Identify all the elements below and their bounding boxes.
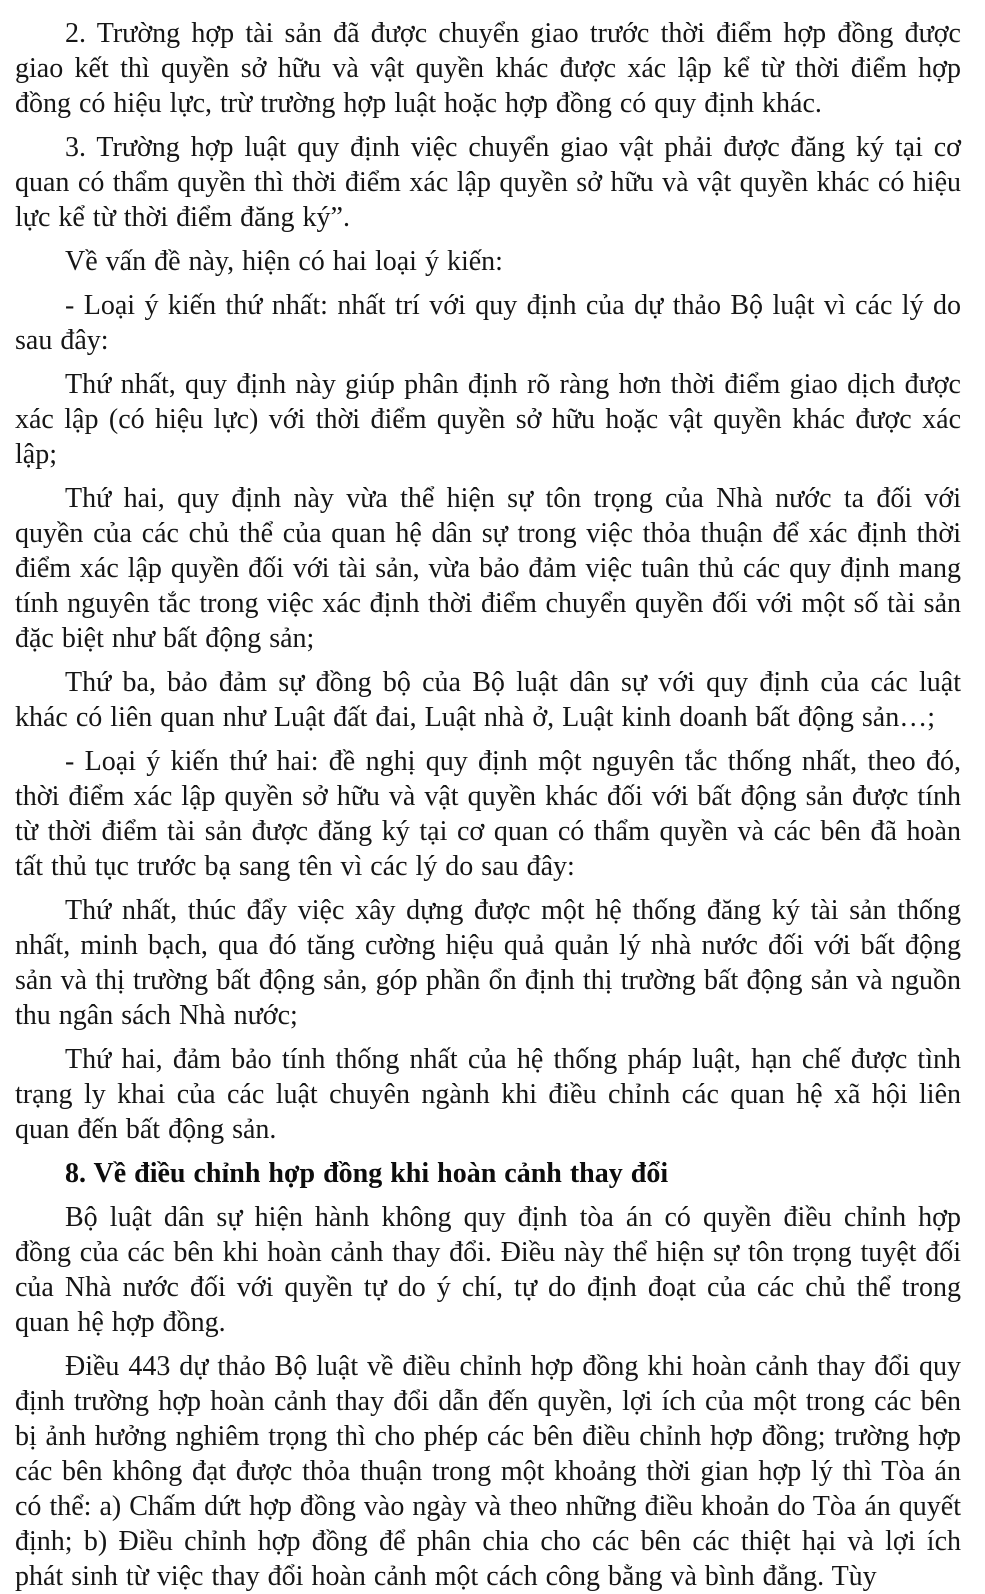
paragraph: Về vấn đề này, hiện có hai loại ý kiến: [65,246,503,277]
paragraph: - Loại ý kiến thứ nhất: nhất trí với quy định của dự thảo Bộ luật vì các lý do sau đây: [15,290,961,356]
paragraph: 2. Trường hợp tài sản đã được chuyển giao trước thời điểm hợp đồng được giao kết thì quyền sở hữu và vật quyền khác được xác lập kể từ thời điểm hợp đồng có hiệu lực, trừ trường hợp luật hoặc hợp đồng có quy định khác. [15,18,961,119]
paragraph: Thứ ba, bảo đảm sự đồng bộ của Bộ luật dân sự với quy định của các luật khác có liên quan như Luật đất đai, Luật nhà ở, Luật kinh doanh bất động sản…; [15,667,961,733]
paragraph: Điều 443 dự thảo Bộ luật về điều chỉnh hợp đồng khi hoàn cảnh thay đổi quy định trường hợp hoàn cảnh thay đổi dẫn đến quyền, lợi ích của một trong các bên bị ảnh hưởng nghiêm trọng thì cho phép các bên điều chỉnh hợp đồng; trường hợp các bên không đạt được thỏa thuận trong một khoảng thời gian hợp lý thì Tòa án có thể: a) Chấm dứt hợp đồng vào ngày và theo những điều khoản do Tòa án quyết định; b) Điều chỉnh hợp đồng để phân chia cho các bên các thiệt hại và lợi ích phát sinh từ việc thay đổi hoàn cảnh một cách công bằng và bình đẳng. Tùy [15,1351,961,1592]
paragraph: Thứ nhất, quy định này giúp phân định rõ ràng hơn thời điểm giao dịch được xác lập (có hiệu lực) với thời điểm quyền sở hữu hoặc vật quyền khác được xác lập; [15,369,961,470]
paragraph: - Loại ý kiến thứ hai: đề nghị quy định một nguyên tắc thống nhất, theo đó, thời điểm xác lập quyền sở hữu và vật quyền khác đối với bất động sản được tính từ thời điểm tài sản được đăng ký tại cơ quan có thẩm quyền và các bên đã hoàn tất thủ tục trước bạ sang tên vì các lý do sau đây: [15,746,961,882]
paragraph: Thứ nhất, thúc đẩy việc xây dựng được một hệ thống đăng ký tài sản thống nhất, minh bạch, qua đó tăng cường hiệu quả quản lý nhà nước đối với bất động sản và thị trường bất động sản, góp phần ổn định thị trường bất động sản và nguồn thu ngân sách Nhà nước; [15,895,961,1031]
section-heading: 8. Về điều chỉnh hợp đồng khi hoàn cảnh thay đổi [65,1158,669,1189]
paragraph: Bộ luật dân sự hiện hành không quy định tòa án có quyền điều chỉnh hợp đồng của các bên khi hoàn cảnh thay đổi. Điều này thể hiện sự tôn trọng tuyệt đối của Nhà nước đối với quyền tự do ý chí, tự do định đoạt của các chủ thể trong quan hệ hợp đồng. [15,1202,961,1338]
paragraph: Thứ hai, đảm bảo tính thống nhất của hệ thống pháp luật, hạn chế được tình trạng ly khai của các luật chuyên ngành khi điều chỉnh các quan hệ xã hội liên quan đến bất động sản. [15,1044,961,1145]
document-content [15,16,961,1594]
paragraph: Thứ hai, quy định này vừa thể hiện sự tôn trọng của Nhà nước ta đối với quyền của các chủ thể của quan hệ dân sự trong việc thỏa thuận để xác định thời điểm xác lập quyền đối với tài sản, vừa bảo đảm việc tuân thủ các quy định mang tính nguyên tắc trong việc xác định thời điểm chuyển quyền đối với một số tài sản đặc biệt như bất động sản; [15,483,961,654]
paragraph: 3. Trường hợp luật quy định việc chuyển giao vật phải được đăng ký tại cơ quan có thẩm quyền thì thời điểm xác lập quyền sở hữu và vật quyền khác có hiệu lực kể từ thời điểm đăng ký”. [15,132,961,233]
